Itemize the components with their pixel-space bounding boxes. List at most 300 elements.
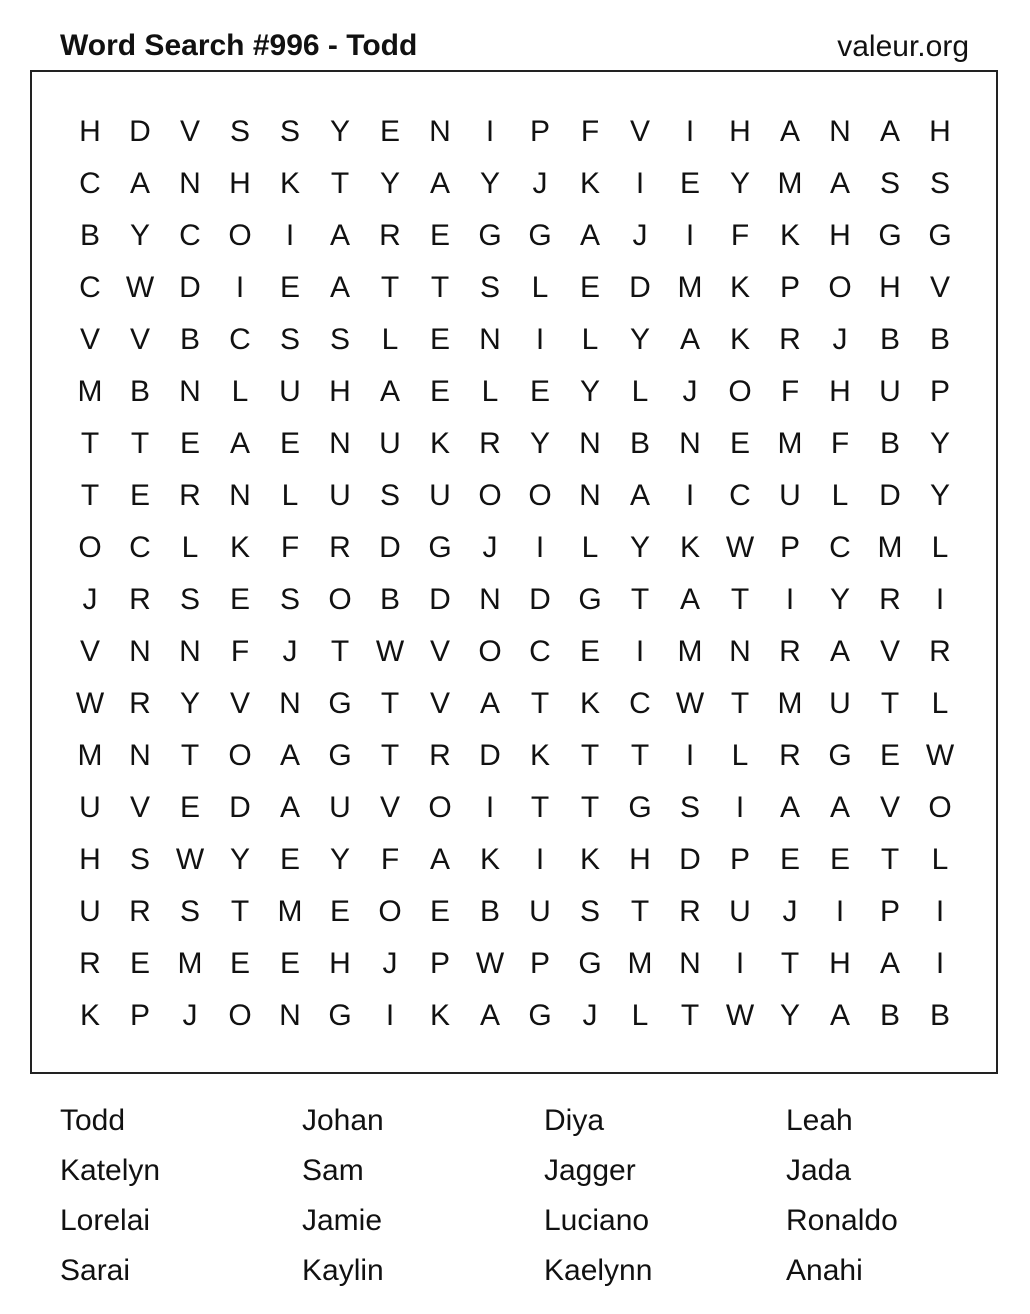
grid-cell[interactable]: V [879,791,900,824]
grid-cell[interactable]: J [582,999,598,1032]
grid-cell[interactable]: U [379,427,401,460]
grid-cell[interactable]: S [929,167,950,200]
grid-cell[interactable]: H [79,843,101,876]
grid-cell[interactable]: R [779,635,801,668]
grid-cell[interactable]: T [880,843,900,876]
grid-cell[interactable]: T [780,947,800,980]
grid-cell[interactable]: Y [829,583,850,616]
grid-cell[interactable]: O [378,895,402,928]
grid-cell[interactable]: R [329,531,351,564]
grid-cell[interactable]: K [279,167,300,200]
grid-cell[interactable]: A [279,739,300,772]
grid-cell[interactable]: K [79,999,100,1032]
grid-cell[interactable]: G [578,583,602,616]
grid-cell[interactable]: I [685,739,695,772]
grid-cell[interactable]: A [329,219,350,252]
grid-cell[interactable]: B [179,323,200,356]
grid-cell[interactable]: I [635,635,645,668]
grid-cell[interactable]: N [129,635,151,668]
grid-cell[interactable]: D [879,479,901,512]
grid-cell[interactable]: L [281,479,299,512]
grid-cell[interactable]: H [629,843,651,876]
grid-cell[interactable]: J [782,895,798,928]
grid-cell[interactable]: U [829,687,851,720]
grid-cell[interactable]: V [379,791,400,824]
grid-cell[interactable]: Y [479,167,500,200]
grid-cell[interactable]: O [228,999,252,1032]
grid-cell[interactable]: K [579,843,600,876]
grid-cell[interactable]: J [632,219,648,252]
grid-cell[interactable]: D [229,791,251,824]
grid-cell[interactable]: A [879,115,900,148]
grid-cell[interactable]: W [925,739,955,772]
grid-cell[interactable]: A [679,583,700,616]
grid-cell[interactable]: N [179,375,201,408]
grid-cell[interactable]: O [828,271,852,304]
grid-cell[interactable]: K [479,843,500,876]
grid-cell[interactable]: E [329,895,350,928]
grid-cell[interactable]: L [631,375,649,408]
grid-cell[interactable]: I [835,895,845,928]
grid-cell[interactable]: N [679,427,701,460]
grid-cell[interactable]: N [279,999,301,1032]
grid-cell[interactable]: I [485,791,495,824]
grid-cell[interactable]: O [728,375,752,408]
grid-cell[interactable]: T [630,739,650,772]
grid-cell[interactable]: I [685,219,695,252]
grid-cell[interactable]: T [230,895,250,928]
grid-cell[interactable]: S [479,271,500,304]
grid-cell[interactable]: T [730,583,750,616]
grid-cell[interactable]: S [879,167,900,200]
grid-cell[interactable]: T [330,635,350,668]
grid-cell[interactable]: F [380,843,400,876]
grid-cell[interactable]: L [531,271,549,304]
grid-cell[interactable]: T [630,583,650,616]
grid-cell[interactable]: J [832,323,848,356]
grid-cell[interactable]: T [580,739,600,772]
grid-cell[interactable]: G [478,219,502,252]
grid-cell[interactable]: E [429,375,450,408]
grid-cell[interactable]: Y [729,167,750,200]
grid-cell[interactable]: H [79,115,101,148]
grid-cell[interactable]: Y [629,323,650,356]
grid-cell[interactable]: D [629,271,651,304]
grid-cell[interactable]: N [479,323,501,356]
grid-cell[interactable]: A [829,635,850,668]
grid-cell[interactable]: E [679,167,700,200]
grid-cell[interactable]: I [685,115,695,148]
grid-cell[interactable]: H [879,271,901,304]
grid-cell[interactable]: F [230,635,250,668]
grid-cell[interactable]: J [682,375,698,408]
grid-cell[interactable]: N [229,479,251,512]
grid-cell[interactable]: V [179,115,200,148]
grid-cell[interactable]: T [680,999,700,1032]
grid-cell[interactable]: P [129,999,150,1032]
grid-cell[interactable]: M [677,635,703,668]
grid-cell[interactable]: G [328,739,352,772]
grid-cell[interactable]: P [729,843,750,876]
grid-cell[interactable]: R [479,427,501,460]
grid-cell[interactable]: K [529,739,550,772]
grid-cell[interactable]: Y [379,167,400,200]
grid-cell[interactable]: F [580,115,600,148]
grid-cell[interactable]: M [777,167,803,200]
grid-cell[interactable]: V [629,115,650,148]
grid-cell[interactable]: G [578,947,602,980]
grid-cell[interactable]: B [129,375,150,408]
grid-cell[interactable]: E [279,427,300,460]
grid-cell[interactable]: V [79,323,100,356]
grid-cell[interactable]: B [929,323,950,356]
grid-cell[interactable]: S [679,791,700,824]
grid-cell[interactable]: E [279,947,300,980]
grid-cell[interactable]: D [429,583,451,616]
grid-cell[interactable]: U [329,791,351,824]
grid-cell[interactable]: C [179,219,201,252]
grid-cell[interactable]: L [631,999,649,1032]
grid-cell[interactable]: E [529,375,550,408]
grid-cell[interactable]: V [129,791,150,824]
grid-cell[interactable]: T [880,687,900,720]
grid-cell[interactable]: C [129,531,151,564]
grid-cell[interactable]: M [277,895,303,928]
grid-cell[interactable]: H [329,947,351,980]
grid-cell[interactable]: E [179,791,200,824]
grid-cell[interactable]: U [79,895,101,928]
grid-cell[interactable]: D [179,271,201,304]
grid-cell[interactable]: K [429,999,450,1032]
grid-cell[interactable]: N [129,739,151,772]
grid-cell[interactable]: L [231,375,249,408]
grid-cell[interactable]: L [181,531,199,564]
grid-cell[interactable]: J [482,531,498,564]
grid-cell[interactable]: N [679,947,701,980]
grid-cell[interactable]: S [329,323,350,356]
grid-cell[interactable]: B [479,895,500,928]
grid-cell[interactable]: J [282,635,298,668]
grid-cell[interactable]: L [931,843,949,876]
grid-cell[interactable]: N [479,583,501,616]
grid-cell[interactable]: R [879,583,901,616]
grid-cell[interactable]: E [779,843,800,876]
grid-cell[interactable]: T [730,687,750,720]
grid-cell[interactable]: O [328,583,352,616]
grid-cell[interactable]: E [229,947,250,980]
grid-cell[interactable]: V [79,635,100,668]
grid-cell[interactable]: L [931,531,949,564]
grid-cell[interactable]: R [79,947,101,980]
grid-cell[interactable]: H [929,115,951,148]
grid-cell[interactable]: R [179,479,201,512]
grid-cell[interactable]: R [779,739,801,772]
grid-cell[interactable]: E [179,427,200,460]
grid-cell[interactable]: Y [929,479,950,512]
grid-cell[interactable]: G [928,219,952,252]
grid-cell[interactable]: V [879,635,900,668]
grid-cell[interactable]: E [129,479,150,512]
grid-cell[interactable]: A [229,427,250,460]
grid-cell[interactable]: I [535,531,545,564]
grid-cell[interactable]: A [479,999,500,1032]
grid-cell[interactable]: G [828,739,852,772]
grid-cell[interactable]: N [279,687,301,720]
grid-cell[interactable]: W [725,999,755,1032]
grid-cell[interactable]: W [725,531,755,564]
grid-cell[interactable]: T [80,479,100,512]
grid-cell[interactable]: T [380,739,400,772]
grid-cell[interactable]: M [777,687,803,720]
grid-cell[interactable]: H [829,947,851,980]
grid-cell[interactable]: L [731,739,749,772]
grid-cell[interactable]: B [929,999,950,1032]
grid-cell[interactable]: L [481,375,499,408]
grid-cell[interactable]: Y [129,219,150,252]
grid-cell[interactable]: I [385,999,395,1032]
grid-cell[interactable]: I [785,583,795,616]
grid-cell[interactable]: I [285,219,295,252]
grid-cell[interactable]: J [382,947,398,980]
grid-cell[interactable]: U [729,895,751,928]
grid-cell[interactable]: A [329,271,350,304]
grid-cell[interactable]: C [229,323,251,356]
grid-cell[interactable]: S [179,895,200,928]
grid-cell[interactable]: G [628,791,652,824]
grid-cell[interactable]: B [379,583,400,616]
grid-cell[interactable]: T [380,271,400,304]
grid-cell[interactable]: N [179,635,201,668]
grid-cell[interactable]: J [532,167,548,200]
grid-cell[interactable]: I [735,791,745,824]
grid-cell[interactable]: Y [929,427,950,460]
grid-cell[interactable]: D [379,531,401,564]
grid-cell[interactable]: N [579,479,601,512]
grid-cell[interactable]: W [375,635,405,668]
grid-cell[interactable]: T [330,167,350,200]
grid-cell[interactable]: W [475,947,505,980]
grid-cell[interactable]: K [679,531,700,564]
grid-cell[interactable]: V [429,635,450,668]
grid-cell[interactable]: S [279,115,300,148]
grid-cell[interactable]: T [180,739,200,772]
grid-cell[interactable]: L [831,479,849,512]
grid-cell[interactable]: H [829,375,851,408]
grid-cell[interactable]: V [429,687,450,720]
grid-cell[interactable]: R [429,739,451,772]
grid-cell[interactable]: V [129,323,150,356]
grid-cell[interactable]: K [729,271,750,304]
grid-cell[interactable]: T [580,791,600,824]
grid-cell[interactable]: A [629,479,650,512]
grid-cell[interactable]: W [675,687,705,720]
grid-cell[interactable]: R [129,687,151,720]
grid-cell[interactable]: I [935,583,945,616]
grid-cell[interactable]: O [478,479,502,512]
grid-cell[interactable]: A [479,687,500,720]
grid-cell[interactable]: G [428,531,452,564]
grid-cell[interactable]: E [279,843,300,876]
grid-cell[interactable]: C [79,271,101,304]
grid-cell[interactable]: K [579,687,600,720]
grid-cell[interactable]: M [77,375,103,408]
grid-cell[interactable]: M [777,427,803,460]
grid-cell[interactable]: B [879,427,900,460]
grid-cell[interactable]: A [579,219,600,252]
grid-cell[interactable]: V [229,687,250,720]
grid-cell[interactable]: A [429,843,450,876]
grid-cell[interactable]: C [529,635,551,668]
grid-cell[interactable]: W [125,271,155,304]
grid-cell[interactable]: O [528,479,552,512]
grid-cell[interactable]: E [879,739,900,772]
grid-cell[interactable]: D [479,739,501,772]
grid-cell[interactable]: U [79,791,101,824]
grid-cell[interactable]: N [329,427,351,460]
grid-cell[interactable]: A [279,791,300,824]
grid-cell[interactable]: U [279,375,301,408]
grid-cell[interactable]: E [229,583,250,616]
grid-cell[interactable]: R [379,219,401,252]
grid-cell[interactable]: A [879,947,900,980]
grid-cell[interactable]: T [530,791,550,824]
grid-cell[interactable]: U [429,479,451,512]
grid-cell[interactable]: T [430,271,450,304]
grid-cell[interactable]: T [630,895,650,928]
grid-cell[interactable]: I [635,167,645,200]
grid-cell[interactable]: A [779,791,800,824]
grid-cell[interactable]: M [677,271,703,304]
grid-cell[interactable]: K [229,531,250,564]
grid-cell[interactable]: H [829,219,851,252]
grid-cell[interactable]: M [877,531,903,564]
grid-cell[interactable]: C [729,479,751,512]
grid-cell[interactable]: E [429,219,450,252]
grid-cell[interactable]: J [182,999,198,1032]
grid-cell[interactable]: L [581,531,599,564]
grid-cell[interactable]: I [685,479,695,512]
grid-cell[interactable]: C [629,687,651,720]
grid-cell[interactable]: S [279,323,300,356]
grid-cell[interactable]: H [329,375,351,408]
grid-cell[interactable]: R [129,895,151,928]
grid-cell[interactable]: O [478,635,502,668]
grid-cell[interactable]: G [878,219,902,252]
grid-cell[interactable]: U [329,479,351,512]
grid-cell[interactable]: L [581,323,599,356]
grid-cell[interactable]: C [829,531,851,564]
grid-cell[interactable]: H [229,167,251,200]
grid-cell[interactable]: P [879,895,900,928]
grid-cell[interactable]: P [529,947,550,980]
grid-cell[interactable]: Y [329,843,350,876]
grid-cell[interactable]: C [79,167,101,200]
grid-cell[interactable]: S [229,115,250,148]
grid-cell[interactable]: I [935,947,945,980]
grid-cell[interactable]: V [929,271,950,304]
grid-cell[interactable]: P [779,531,800,564]
grid-cell[interactable]: E [729,427,750,460]
grid-cell[interactable]: E [579,271,600,304]
grid-cell[interactable]: D [679,843,701,876]
grid-cell[interactable]: B [879,323,900,356]
grid-cell[interactable]: E [429,895,450,928]
grid-cell[interactable]: N [829,115,851,148]
grid-cell[interactable]: K [429,427,450,460]
grid-cell[interactable]: F [280,531,300,564]
grid-cell[interactable]: P [529,115,550,148]
grid-cell[interactable]: B [629,427,650,460]
grid-cell[interactable]: A [829,791,850,824]
grid-cell[interactable]: I [485,115,495,148]
grid-cell[interactable]: I [935,895,945,928]
grid-cell[interactable]: P [429,947,450,980]
grid-cell[interactable]: A [429,167,450,200]
grid-cell[interactable]: B [879,999,900,1032]
grid-cell[interactable]: K [729,323,750,356]
grid-cell[interactable]: G [328,999,352,1032]
grid-cell[interactable]: I [235,271,245,304]
grid-cell[interactable]: R [679,895,701,928]
grid-cell[interactable]: P [929,375,950,408]
grid-cell[interactable]: S [129,843,150,876]
grid-cell[interactable]: I [535,323,545,356]
grid-cell[interactable]: N [729,635,751,668]
grid-cell[interactable]: G [528,219,552,252]
grid-cell[interactable]: M [177,947,203,980]
grid-cell[interactable]: T [530,687,550,720]
grid-cell[interactable]: I [535,843,545,876]
grid-cell[interactable]: Y [529,427,550,460]
grid-cell[interactable]: W [75,687,105,720]
grid-cell[interactable]: R [779,323,801,356]
grid-cell[interactable]: A [829,167,850,200]
grid-cell[interactable]: U [879,375,901,408]
grid-cell[interactable]: S [179,583,200,616]
grid-cell[interactable]: E [829,843,850,876]
grid-cell[interactable]: M [77,739,103,772]
grid-cell[interactable]: O [428,791,452,824]
grid-cell[interactable]: E [379,115,400,148]
grid-cell[interactable]: A [829,999,850,1032]
grid-cell[interactable]: F [780,375,800,408]
grid-cell[interactable]: E [429,323,450,356]
grid-cell[interactable]: F [730,219,750,252]
grid-cell[interactable]: A [779,115,800,148]
grid-cell[interactable]: U [779,479,801,512]
grid-cell[interactable]: O [78,531,102,564]
grid-cell[interactable]: J [82,583,98,616]
grid-cell[interactable]: Y [329,115,350,148]
grid-cell[interactable]: K [579,167,600,200]
grid-cell[interactable]: S [279,583,300,616]
grid-cell[interactable]: T [130,427,150,460]
grid-cell[interactable]: F [830,427,850,460]
grid-cell[interactable]: D [529,583,551,616]
grid-cell[interactable]: D [129,115,151,148]
grid-cell[interactable]: A [129,167,150,200]
grid-cell[interactable]: N [579,427,601,460]
grid-cell[interactable]: W [175,843,205,876]
grid-cell[interactable]: I [735,947,745,980]
grid-cell[interactable]: H [729,115,751,148]
grid-cell[interactable]: L [381,323,399,356]
grid-cell[interactable]: R [929,635,951,668]
grid-cell[interactable]: Y [629,531,650,564]
grid-cell[interactable]: G [528,999,552,1032]
grid-cell[interactable]: U [529,895,551,928]
grid-cell[interactable]: Y [179,687,200,720]
